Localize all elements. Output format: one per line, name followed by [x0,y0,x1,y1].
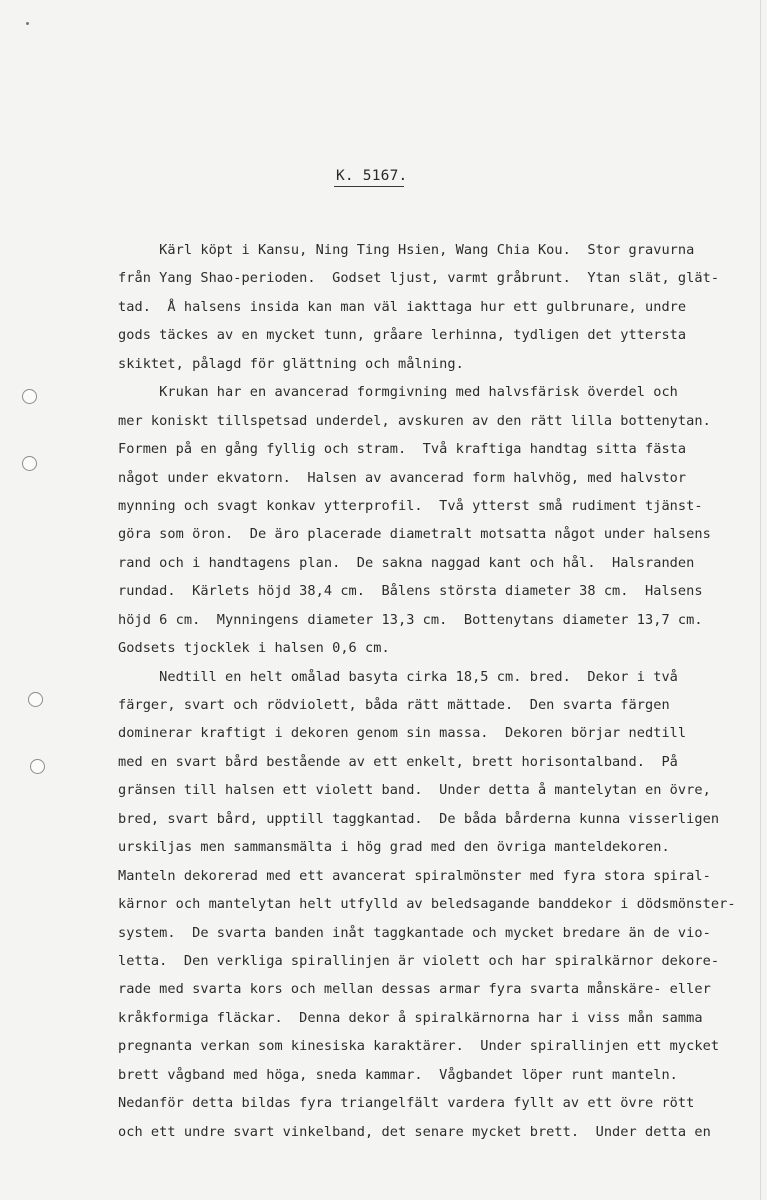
text-line: något under ekvatorn. Halsen av avancerad form halvhög, med halvstor [118,469,687,486]
text-line: och ett undre svart vinkelband, det senare mycket brett. Under detta en [118,1123,711,1140]
heading-underline [334,186,404,187]
text-line: med en svart bård bestående av ett enkelt, brett horisontalband. På [118,753,678,770]
page-edge [760,0,761,1200]
text-line: mynning och svagt konkav ytterprofil. Två ytterst små rudiment tjänst- [118,497,703,514]
paper-speck [26,22,29,25]
text-line: Krukan har en avancerad formgivning med halvsfärisk överdel och [118,384,678,401]
catalog-heading: K. 5167. [336,168,408,184]
text-line: brett vågband med höga, sneda kammar. Vågbandet löper runt manteln. [118,1066,678,1083]
punch-hole [22,389,37,404]
text-line: rand och i handtagens plan. De sakna naggad kant och hål. Halsranden [118,554,695,571]
text-line: letta. Den verkliga spirallinjen är violett och har spiralkärnor dekore- [118,952,720,969]
text-line: från Yang Shao-perioden. Godset ljust, varmt gråbrunt. Ytan slät, glät- [118,270,720,287]
text-line: Nedanför detta bildas fyra triangelfält vardera fyllt av ett övre rött [118,1095,695,1112]
punch-hole [28,692,43,707]
text-line: Kärl köpt i Kansu, Ning Ting Hsien, Wang Chia Kou. Stor gravurna [118,242,695,258]
text-line: skiktet, pålagd för glättning och målning. [118,355,464,372]
text-line: rundad. Kärlets höjd 38,4 cm. Bålens största diameter 38 cm. Halsens [118,583,703,600]
punch-hole [22,456,37,471]
text-line: tad. Å halsens insida kan man väl iakttaga hur ett gulbrunare, undre [118,298,687,315]
document-body [118,236,738,1146]
text-line: Manteln dekorerad med ett avancerat spiralmönster med fyra stora spiral- [118,867,711,884]
text-line: Formen på en gång fyllig och stram. Två kraftiga handtag sitta fästa [118,441,687,458]
text-line: göra som öron. De äro placerade diametralt motsatta något under halsens [118,526,711,543]
text-line: system. De svarta banden inåt taggkantade och mycket bredare än de vio- [118,924,711,941]
text-line: dominerar kraftigt i dekoren genom sin massa. Dekoren börjar nedtill [118,725,687,742]
text-line: mer koniskt tillspetsad underdel, avskuren av den rätt lilla bottenytan. [118,412,711,429]
text-line: rade med svarta kors och mellan dessas armar fyra svarta månskäre- eller [118,981,711,998]
text-line: pregnanta verkan som kinesiska karaktärer. Under spirallinjen ett mycket [118,1038,720,1055]
text-line: höjd 6 cm. Mynningens diameter 13,3 cm. Bottenytans diameter 13,7 cm. [118,611,703,628]
text-line: kärnor och mantelytan helt utfylld av beledsagande banddekor i dödsmönster- [118,896,736,913]
text-line: kråkformiga fläckar. Denna dekor å spiralkärnorna har i viss mån samma [118,1009,703,1026]
text-line: gods täckes av en mycket tunn, gråare lerhinna, tydligen det yttersta [118,327,687,344]
text-line: färger, svart och rödviolett, båda rätt mättade. Den svarta färgen [118,697,670,713]
text-line: bred, svart bård, upptill taggkantad. De båda bårderna kunna visserligen [118,810,720,827]
punch-hole [30,759,45,774]
text-line: urskiljas men sammansmälta i hög grad med den övriga manteldekoren. [118,839,670,856]
text-line: Godsets tjocklek i halsen 0,6 cm. [118,640,390,657]
text-line: gränsen till halsen ett violett band. Under detta å mantelytan en övre, [118,782,711,799]
text-line: Nedtill en helt omålad basyta cirka 18,5 cm. bred. Dekor i två [118,668,678,685]
